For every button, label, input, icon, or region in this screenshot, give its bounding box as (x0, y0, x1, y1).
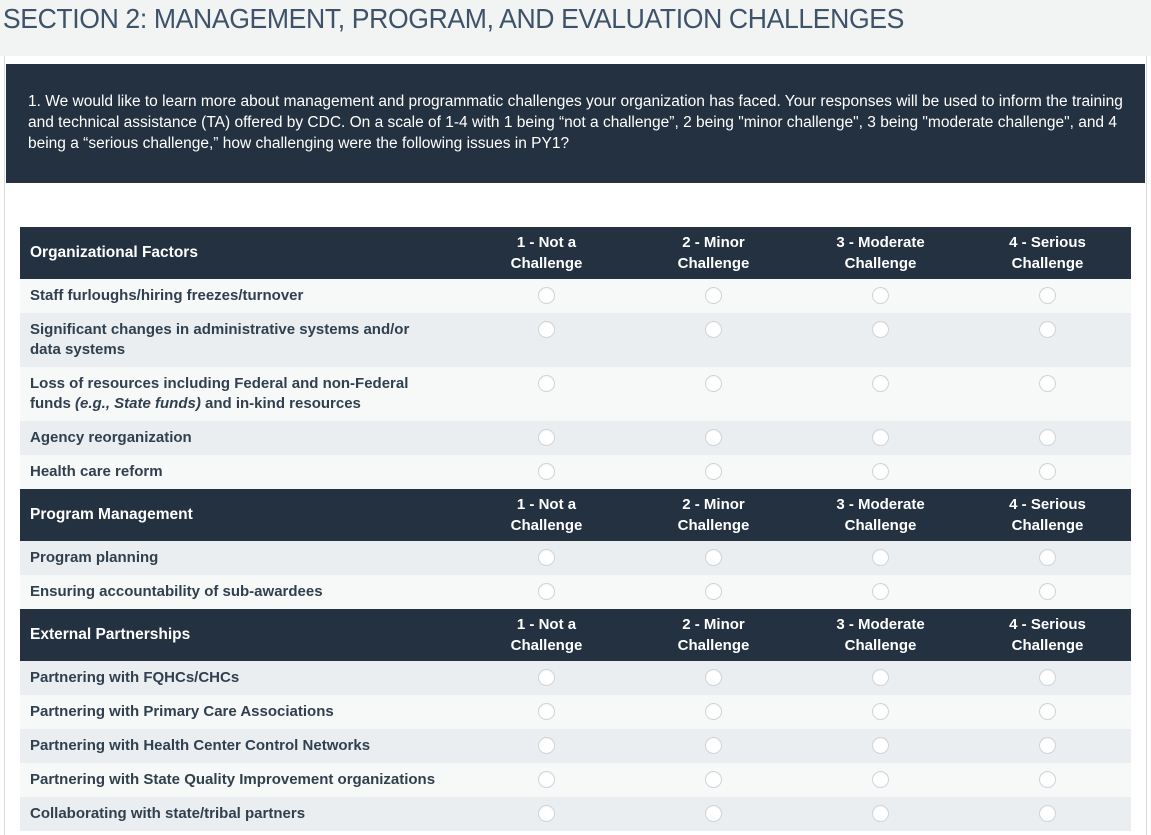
radio-cell (797, 729, 964, 763)
row-label: Staff furloughs/hiring freezes/turnover (30, 287, 304, 304)
radio-cell (630, 313, 797, 367)
row-label: Significant changes in administrative systems and/or data systems (30, 321, 410, 358)
radio-not-a-challenge[interactable] (538, 375, 555, 392)
column-header-serious-challenge: 4 - Serious Challenge (1009, 234, 1086, 272)
radio-moderate-challenge[interactable] (872, 771, 889, 788)
radio-not-a-challenge[interactable] (538, 321, 555, 338)
table-row (20, 541, 1131, 575)
radio-cell (630, 279, 797, 313)
radio-not-a-challenge[interactable] (538, 463, 555, 480)
table-row (20, 729, 1131, 763)
radio-cell (630, 541, 797, 575)
table-row (20, 575, 1131, 609)
radio-minor-challenge[interactable] (705, 771, 722, 788)
radio-cell (463, 661, 630, 695)
radio-cell (463, 541, 630, 575)
radio-moderate-challenge[interactable] (872, 375, 889, 392)
radio-moderate-challenge[interactable] (872, 549, 889, 566)
row-label: Partnering with Health Center Control Networks (30, 737, 371, 754)
radio-cell (463, 797, 630, 831)
radio-cell (797, 661, 964, 695)
row-label: Program planning (30, 549, 159, 566)
column-header-minor-challenge: 2 - Minor Challenge (677, 496, 750, 534)
radio-cell (797, 541, 964, 575)
radio-cell (797, 695, 964, 729)
radio-not-a-challenge[interactable] (538, 429, 555, 446)
radio-cell (797, 797, 964, 831)
radio-cell (964, 695, 1131, 729)
radio-minor-challenge[interactable] (705, 463, 722, 480)
row-label: Partnering with FQHCs/CHCs (30, 669, 240, 686)
radio-minor-challenge[interactable] (705, 287, 722, 304)
radio-serious-challenge[interactable] (1039, 771, 1056, 788)
column-header-not-a-challenge: 1 - Not a Challenge (510, 496, 583, 534)
radio-cell (964, 575, 1131, 609)
section-title: External Partnerships (30, 626, 191, 643)
radio-not-a-challenge[interactable] (538, 669, 555, 686)
radio-cell (797, 367, 964, 421)
row-label: Loss of resources including Federal and non-Federal funds (e.g., State funds) and in-kind resources (30, 375, 409, 412)
radio-minor-challenge[interactable] (705, 737, 722, 754)
radio-cell (463, 279, 630, 313)
table-row (20, 797, 1131, 831)
radio-serious-challenge[interactable] (1039, 549, 1056, 566)
radio-cell (630, 763, 797, 797)
radio-serious-challenge[interactable] (1039, 703, 1056, 720)
radio-cell (463, 421, 630, 455)
table-row (20, 313, 1131, 367)
table-row (20, 279, 1131, 313)
row-label: Agency reorganization (30, 429, 192, 446)
column-header-moderate-challenge: 3 - Moderate Challenge (836, 234, 925, 272)
radio-cell (797, 421, 964, 455)
table-row (20, 661, 1131, 695)
table-row (20, 455, 1131, 489)
radio-cell (797, 279, 964, 313)
radio-not-a-challenge[interactable] (538, 703, 555, 720)
table-row (20, 367, 1131, 421)
question-text: 1. We would like to learn more about management and programmatic challenges your organization has faced. Your responses will be used to inform the training and technical assistance (TA) offered by CDC. On a scale of 1-4 with 1 being “not a challenge”, 2 being "minor challenge", 3 being "moderate challenge", and 4 being a “serious challenge,” how challenging were the following issues in PY1? (28, 93, 1123, 152)
radio-serious-challenge[interactable] (1039, 429, 1056, 446)
radio-not-a-challenge[interactable] (538, 805, 555, 822)
radio-moderate-challenge[interactable] (872, 429, 889, 446)
row-label: Partnering with Primary Care Associations (30, 703, 334, 720)
table-row (20, 763, 1131, 797)
radio-cell (964, 729, 1131, 763)
radio-cell (630, 797, 797, 831)
radio-minor-challenge[interactable] (705, 583, 722, 600)
radio-cell (630, 575, 797, 609)
table-row (20, 421, 1131, 455)
row-label: Ensuring accountability of sub-awardees (30, 583, 323, 600)
radio-cell (964, 763, 1131, 797)
radio-cell (630, 421, 797, 455)
matrix-table (20, 227, 1131, 831)
column-header-not-a-challenge: 1 - Not a Challenge (510, 616, 583, 654)
radio-moderate-challenge[interactable] (872, 737, 889, 754)
radio-moderate-challenge[interactable] (872, 669, 889, 686)
radio-cell (630, 661, 797, 695)
radio-cell (463, 367, 630, 421)
radio-cell (964, 421, 1131, 455)
radio-moderate-challenge[interactable] (872, 583, 889, 600)
radio-cell (463, 763, 630, 797)
column-header-moderate-challenge: 3 - Moderate Challenge (836, 496, 925, 534)
radio-serious-challenge[interactable] (1039, 463, 1056, 480)
radio-cell (463, 313, 630, 367)
radio-moderate-challenge[interactable] (872, 703, 889, 720)
radio-cell (463, 695, 630, 729)
section-header-row (20, 609, 1131, 661)
radio-cell (964, 367, 1131, 421)
page-header (0, 0, 1151, 56)
section-header-row (20, 489, 1131, 541)
radio-serious-challenge[interactable] (1039, 375, 1056, 392)
radio-minor-challenge[interactable] (705, 321, 722, 338)
column-header-moderate-challenge: 3 - Moderate Challenge (836, 616, 925, 654)
radio-moderate-challenge[interactable] (872, 805, 889, 822)
radio-cell (964, 797, 1131, 831)
radio-not-a-challenge[interactable] (538, 549, 555, 566)
radio-cell (630, 455, 797, 489)
radio-serious-challenge[interactable] (1039, 583, 1056, 600)
radio-minor-challenge[interactable] (705, 805, 722, 822)
column-header-serious-challenge: 4 - Serious Challenge (1009, 496, 1086, 534)
radio-cell (797, 455, 964, 489)
radio-cell (463, 575, 630, 609)
radio-cell (964, 313, 1131, 367)
page-title: SECTION 2: MANAGEMENT, PROGRAM, AND EVALUATION CHALLENGES (2, 3, 904, 34)
radio-serious-challenge[interactable] (1039, 669, 1056, 686)
row-label: Partnering with State Quality Improvement organizations (30, 771, 436, 788)
table-row (20, 695, 1131, 729)
radio-minor-challenge[interactable] (705, 669, 722, 686)
radio-cell (964, 279, 1131, 313)
radio-cell (463, 729, 630, 763)
radio-cell (797, 313, 964, 367)
radio-serious-challenge[interactable] (1039, 321, 1056, 338)
question-text-box (6, 64, 1145, 183)
radio-cell (463, 455, 630, 489)
column-header-minor-challenge: 2 - Minor Challenge (677, 616, 750, 654)
radio-minor-challenge[interactable] (705, 375, 722, 392)
radio-serious-challenge[interactable] (1039, 287, 1056, 304)
radio-not-a-challenge[interactable] (538, 771, 555, 788)
survey-page (4, 56, 1147, 835)
radio-cell (964, 661, 1131, 695)
radio-cell (630, 729, 797, 763)
row-label: Health care reform (30, 463, 163, 480)
radio-not-a-challenge[interactable] (538, 583, 555, 600)
section-title: Organizational Factors (30, 244, 198, 261)
column-header-minor-challenge: 2 - Minor Challenge (677, 234, 750, 272)
radio-cell (797, 575, 964, 609)
radio-not-a-challenge[interactable] (538, 287, 555, 304)
radio-minor-challenge[interactable] (705, 703, 722, 720)
radio-cell (797, 763, 964, 797)
row-label: Collaborating with state/tribal partners (30, 805, 306, 822)
radio-minor-challenge[interactable] (705, 549, 722, 566)
column-header-serious-challenge: 4 - Serious Challenge (1009, 616, 1086, 654)
radio-moderate-challenge[interactable] (872, 287, 889, 304)
column-header-not-a-challenge: 1 - Not a Challenge (510, 234, 583, 272)
radio-cell (630, 695, 797, 729)
radio-moderate-challenge[interactable] (872, 321, 889, 338)
radio-moderate-challenge[interactable] (872, 463, 889, 480)
radio-cell (964, 455, 1131, 489)
radio-minor-challenge[interactable] (705, 429, 722, 446)
radio-serious-challenge[interactable] (1039, 805, 1056, 822)
radio-cell (964, 541, 1131, 575)
section-header-row (20, 227, 1131, 279)
section-title: Program Management (30, 506, 193, 523)
radio-not-a-challenge[interactable] (538, 737, 555, 754)
radio-cell (630, 367, 797, 421)
radio-serious-challenge[interactable] (1039, 737, 1056, 754)
